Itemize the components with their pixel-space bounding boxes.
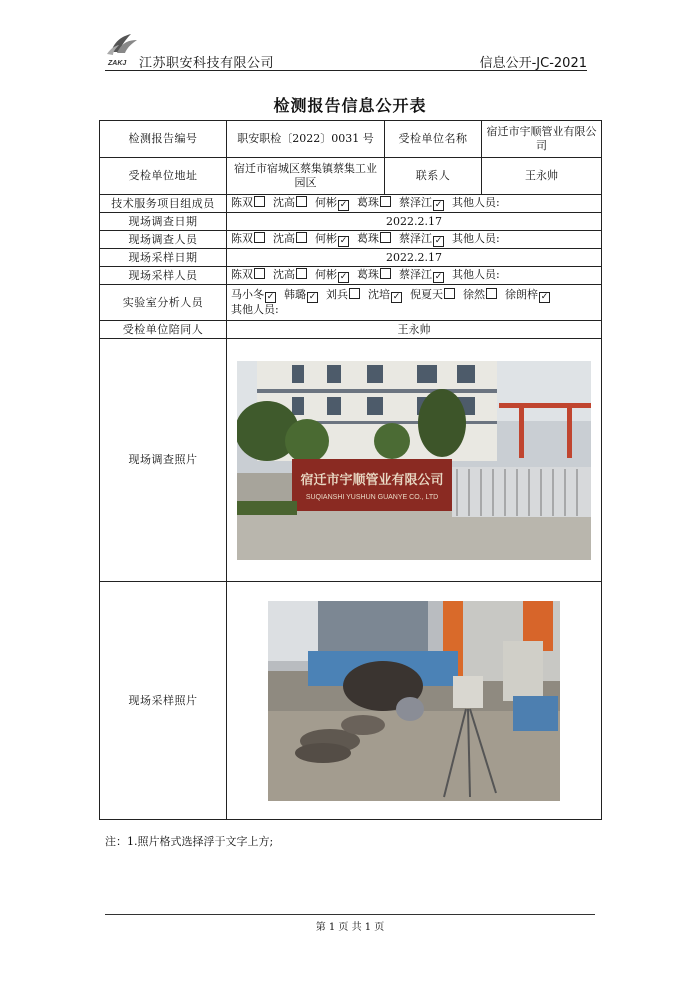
table-row: [100, 121, 602, 158]
page-title: 检测报告信息公开表: [273, 96, 427, 115]
sampling-date-value: 2022.2.17: [227, 249, 602, 267]
table-row: [100, 158, 602, 195]
checked-box-icon: ✓: [392, 292, 401, 302]
unchecked-box-icon: [486, 288, 497, 299]
staff-item: [315, 232, 352, 245]
table-row: [100, 213, 602, 231]
survey-photo: [237, 361, 591, 560]
staff-name: 何彬: [315, 196, 337, 209]
staff-name: 葛珠: [357, 268, 379, 281]
page-number: 第 1 页 共 1 页: [315, 922, 385, 933]
staff-item: [399, 268, 447, 281]
staff-name: 何彬: [315, 268, 337, 281]
staff-name: 陈双: [231, 232, 253, 245]
staff-item: [505, 288, 553, 301]
staff-item: [326, 288, 363, 301]
staff-item: [357, 232, 394, 245]
staff-item: [231, 196, 268, 209]
staff-item: [399, 196, 447, 209]
staff-name: 蔡泽江: [399, 268, 432, 281]
footer-divider: [105, 914, 595, 915]
staff-item: [315, 196, 352, 209]
unchecked-box-icon: [444, 288, 455, 299]
survey-date-value: 2022.2.17: [227, 213, 602, 231]
staff-name: 何彬: [315, 232, 337, 245]
unchecked-box-icon: [254, 232, 265, 243]
staff-item: [399, 232, 447, 245]
staff-name: 徐朗梓: [505, 288, 538, 301]
staff-item: [273, 196, 310, 209]
staff-name: 刘兵: [326, 288, 348, 301]
checked-box-icon: ✓: [339, 236, 348, 246]
staff-name: 沈高: [273, 196, 295, 209]
table-row: [100, 321, 602, 339]
footnote: 注：1.照片格式选择浮于文字上方;: [105, 835, 274, 848]
checked-box-icon: ✓: [308, 292, 317, 302]
document-code: 信息公开-JC-2021: [479, 56, 587, 71]
checked-box-icon: ✓: [540, 292, 549, 302]
others-label: 其他人员:: [452, 196, 500, 209]
staff-item: [273, 232, 310, 245]
table-row: [100, 339, 602, 582]
table-row: [100, 195, 602, 213]
staff-name: 葛珠: [357, 232, 379, 245]
staff-name: 沈高: [273, 232, 295, 245]
others-label: 其他人员:: [231, 303, 279, 316]
unchecked-box-icon: [296, 268, 307, 279]
team-label: 技术服务项目组成员: [100, 195, 227, 213]
survey-staff-list: [227, 231, 602, 249]
unchecked-box-icon: [254, 268, 265, 279]
others-label: 其他人员:: [452, 232, 500, 245]
staff-item: [357, 268, 394, 281]
staff-name: 沈培: [368, 288, 390, 301]
staff-name: 葛珠: [357, 196, 379, 209]
address-label: 受检单位地址: [100, 158, 227, 195]
staff-name: 徐然: [463, 288, 485, 301]
survey-date-label: 现场调查日期: [100, 213, 227, 231]
staff-item: [231, 232, 268, 245]
staff-name: 韩璐: [284, 288, 306, 301]
page-header: [105, 30, 587, 70]
sampling-staff-list: [227, 267, 602, 285]
survey-photo-label: 现场调查照片: [100, 339, 227, 582]
header-divider: [105, 70, 587, 71]
staff-item: [463, 288, 500, 301]
table-row: [100, 267, 602, 285]
staff-name: 倪夏天: [410, 288, 443, 301]
table-row: [100, 249, 602, 267]
staff-item: [284, 288, 321, 301]
staff-name: 蔡泽江: [399, 196, 432, 209]
staff-item: [315, 268, 352, 281]
sampling-photo-label: 现场采样照片: [100, 582, 227, 820]
unchecked-box-icon: [296, 196, 307, 207]
sampling-photo: [268, 601, 560, 801]
unchecked-box-icon: [380, 232, 391, 243]
staff-item: [410, 288, 458, 301]
checked-box-icon: ✓: [339, 200, 348, 210]
staff-name: 马小冬: [231, 288, 264, 301]
staff-name: 沈高: [273, 268, 295, 281]
svg-text:SUQIANSHI YUSHUN GUANYE CO., L: SUQIANSHI YUSHUN GUANYE CO., LTD: [305, 493, 439, 501]
checked-box-icon: ✓: [339, 272, 348, 282]
sampling-staff-label: 现场采样人员: [100, 267, 227, 285]
report-no-value: 职安职检〔2022〕0031 号: [227, 121, 385, 158]
staff-item: [273, 268, 310, 281]
svg-text:ZAKJ: ZAKJ: [108, 60, 127, 67]
svg-text:宿迁市宇顺管业有限公司: 宿迁市宇顺管业有限公司: [300, 472, 444, 488]
staff-name: 陈双: [231, 268, 253, 281]
table-row: [100, 231, 602, 249]
unchecked-box-icon: [349, 288, 360, 299]
checked-box-icon: ✓: [434, 236, 443, 246]
unchecked-box-icon: [380, 196, 391, 207]
staff-name: 蔡泽江: [399, 232, 432, 245]
unchecked-box-icon: [296, 232, 307, 243]
escort-label: 受检单位陪同人: [100, 321, 227, 339]
unchecked-box-icon: [380, 268, 391, 279]
others-label: 其他人员:: [452, 268, 500, 281]
team-list: [227, 195, 602, 213]
checked-box-icon: ✓: [434, 272, 443, 282]
checked-box-icon: ✓: [266, 292, 275, 302]
table-row: [100, 285, 602, 321]
report-info-table: [99, 120, 602, 820]
contact-label: 联系人: [385, 158, 482, 195]
unchecked-box-icon: [254, 196, 265, 207]
staff-item: [231, 268, 268, 281]
report-no-label: 检测报告编号: [100, 121, 227, 158]
lab-staff-list: [227, 285, 602, 321]
staff-item: [368, 288, 405, 301]
company-logo: [105, 30, 141, 68]
lab-label: 实验室分析人员: [100, 285, 227, 321]
company-name: 江苏职安科技有限公司: [139, 56, 275, 71]
escort-value: 王永帅: [227, 321, 602, 339]
contact-value: 王永帅: [482, 158, 602, 195]
staff-name: 陈双: [231, 196, 253, 209]
staff-item: [231, 288, 279, 301]
staff-item: [357, 196, 394, 209]
sampling-date-label: 现场采样日期: [100, 249, 227, 267]
unit-name-value: 宿迁市宇顺管业有限公司: [482, 121, 602, 158]
survey-staff-label: 现场调查人员: [100, 231, 227, 249]
checked-box-icon: ✓: [434, 200, 443, 210]
unit-name-label: 受检单位名称: [385, 121, 482, 158]
address-value: 宿迁市宿城区蔡集镇蔡集工业园区: [227, 158, 385, 195]
table-row: [100, 582, 602, 820]
